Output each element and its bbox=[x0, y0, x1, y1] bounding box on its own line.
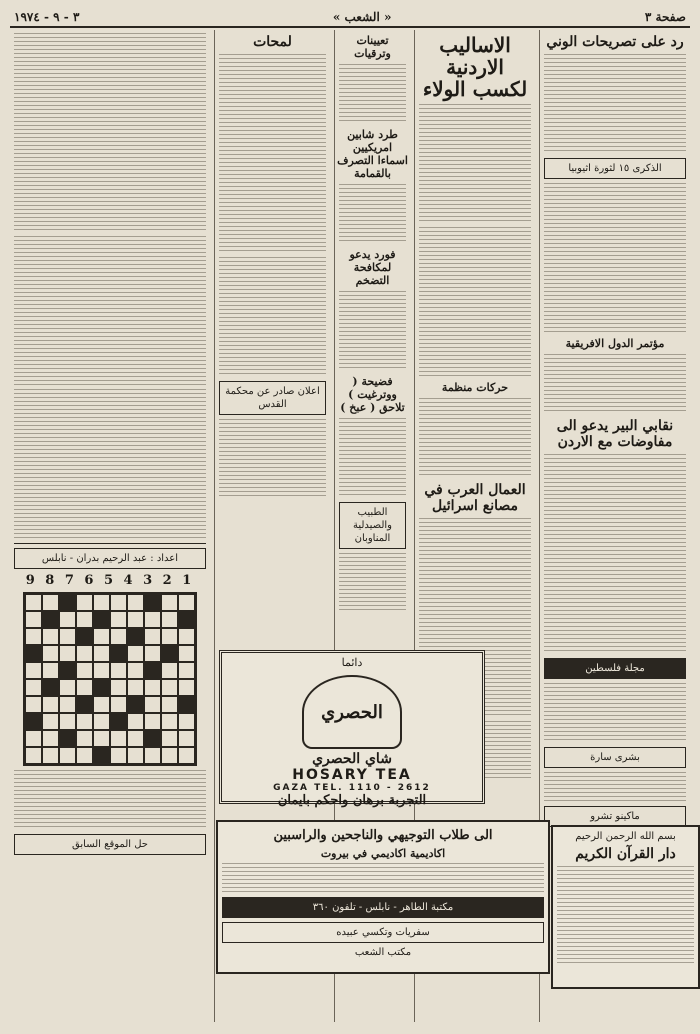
office-label: مكتب الشعب bbox=[354, 947, 412, 958]
headline-african: مؤتمر الدول الافريقية bbox=[565, 337, 665, 350]
issue-date: ٣ - ٩ - ١٩٧٤ bbox=[14, 10, 80, 24]
headline-appointments: تعيينات وترقيات bbox=[354, 34, 391, 60]
crossword-title: اعداد : عبد الرحيم بدران - نابلس bbox=[14, 548, 206, 569]
headline-arab-workers: العمال العرب في مصانع اسرائيل bbox=[424, 482, 526, 514]
hosary-phone: GAZA TEL. 1110 - 2612 bbox=[273, 783, 431, 793]
hosary-arabic: شاي الحصري bbox=[312, 751, 392, 767]
crossword-numbers: 9 8 7 6 5 4 3 2 1 bbox=[25, 573, 195, 588]
court-notice: اعلان صادر عن محكمة القدس bbox=[219, 381, 326, 415]
hosary-english: HOSARY TEA bbox=[292, 767, 412, 783]
academy-shop: مكتبة الطاهر - نابلس - تلفون ٣٦٠ bbox=[222, 897, 544, 918]
headline-expelled: طرد شابين امريكيين اسماءا التصرف بالقمامة bbox=[337, 128, 408, 180]
headline-reply: رد على تصريحات الوني bbox=[546, 34, 684, 50]
lamahat-logo: لمحات bbox=[253, 34, 292, 50]
box-ethiopia: الذكرى ١٥ لثورة اثيوبيا bbox=[544, 158, 686, 179]
headline-jordan-talks: نقابي البير يدعو الى مفاوضات مع الاردن bbox=[556, 418, 674, 450]
masthead bbox=[10, 8, 690, 28]
hosary-logo: الحصري bbox=[302, 675, 402, 749]
box-palestine: مجلة فلسطين bbox=[544, 658, 686, 679]
previous-solution: حل الموقع السابق bbox=[14, 834, 206, 855]
headline-movements: حركات منظمة bbox=[441, 381, 509, 394]
quran-title: دار القرآن الكريم bbox=[575, 846, 676, 862]
headline-watergate: فضيحة ( ووترغيت ) تلاحق ( عبخ ) bbox=[340, 375, 405, 414]
pharmacy-box: الطبيب والصيدلية المناوبان bbox=[339, 502, 406, 549]
column-5 bbox=[10, 30, 210, 1022]
hosary-slogan: التجربة برهان واحكم بايمان bbox=[277, 793, 427, 808]
academy-sub: اكاديمية اكاديمي في بيروت bbox=[320, 847, 446, 860]
quran-ad bbox=[551, 825, 700, 989]
box-good-news: بشرى سارة bbox=[544, 747, 686, 768]
headline-loyalty: الاساليب الاردنية لكسب الولاء bbox=[422, 33, 528, 101]
academy-ad bbox=[216, 820, 550, 974]
travel-ad: سفريات وتكسي عبيده bbox=[222, 922, 544, 943]
paper-name: « الشعب » bbox=[332, 10, 392, 24]
headline-ford: فورد يدعو لمكافحة التضخم bbox=[349, 248, 396, 287]
page-number: صفحة ٣ bbox=[644, 10, 686, 24]
brand-box: ماكينو تشرو bbox=[544, 806, 686, 827]
hosary-tea-ad bbox=[219, 650, 485, 808]
academy-title: الى طلاب التوجيهي والناجحين والراسبين bbox=[273, 828, 493, 843]
quran-basmala: بسم الله الرحمن الرحيم bbox=[575, 831, 676, 842]
always-label: دائما bbox=[341, 656, 363, 669]
crossword-grid bbox=[23, 592, 197, 766]
